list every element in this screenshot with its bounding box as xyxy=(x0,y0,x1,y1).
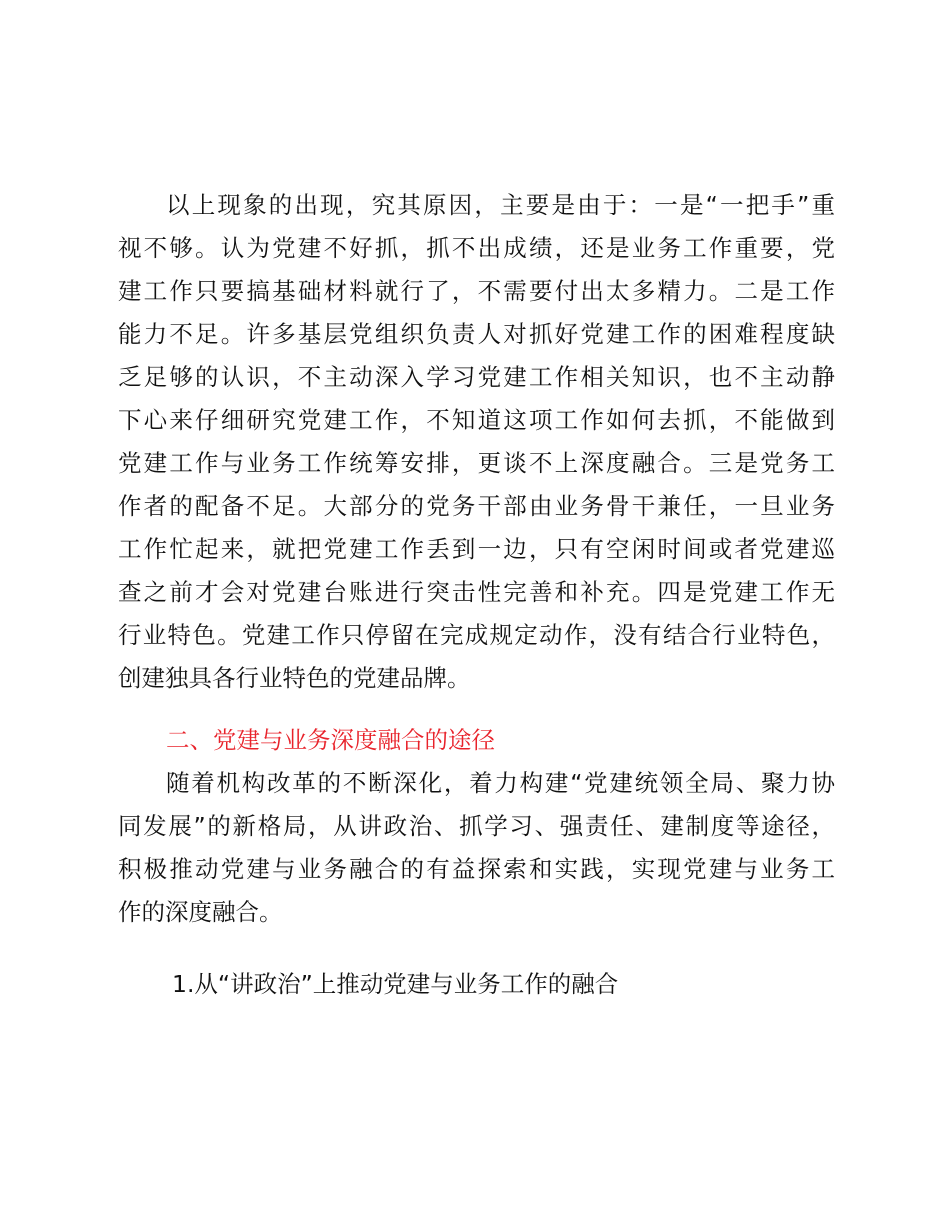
text-line: 行业特色。党建工作只停留在完成规定动作，没有结合行业特色， xyxy=(118,621,835,649)
text-line: 能力不足。许多基层党组织负责人对抓好党建工作的困难程度缺 xyxy=(118,320,835,348)
text-line: 党建工作与业务工作统筹安排，更谈不上深度融合。三是党务工 xyxy=(118,449,835,477)
text-line: 创建独具各行业特色的党建品牌。 xyxy=(118,664,471,692)
text-line: 建工作只要搞基础材料就行了，不需要付出太多精力。二是工作 xyxy=(118,277,835,305)
text-line: 作的深度融合。 xyxy=(118,898,283,926)
text-line: 视不够。认为党建不好抓，抓不出成绩，还是业务工作重要，党 xyxy=(118,234,835,262)
text-line: 以上现象的出现，究其原因，主要是由于：一是“一把手”重 xyxy=(166,191,835,219)
text-line: 作者的配备不足。大部分的党务干部由业务骨干兼任，一旦业务 xyxy=(118,492,835,520)
text-line: 同发展”的新格局，从讲政治、抓学习、强责任、建制度等途径， xyxy=(118,812,835,840)
text-line: 积极推动党建与业务融合的有益探索和实践，实现党建与业务工 xyxy=(118,855,835,883)
text-line: 查之前才会对党建台账进行突击性完善和补充。四是党建工作无 xyxy=(118,578,835,606)
section-heading: 二、党建与业务深度融合的途径 xyxy=(166,726,495,754)
text-line: 乏足够的认识，不主动深入学习党建工作相关知识，也不主动静 xyxy=(118,363,835,391)
text-line: 下心来仔细研究党建工作，不知道这项工作如何去抓，不能做到 xyxy=(118,406,835,434)
text-line: 随着机构改革的不断深化，着力构建“党建统领全局、聚力协 xyxy=(166,769,835,797)
text-line: 工作忙起来，就把党建工作丢到一边，只有空闲时间或者党建巡 xyxy=(118,535,835,563)
subsection-heading: 1.从“讲政治”上推动党建与业务工作的融合 xyxy=(172,970,619,998)
